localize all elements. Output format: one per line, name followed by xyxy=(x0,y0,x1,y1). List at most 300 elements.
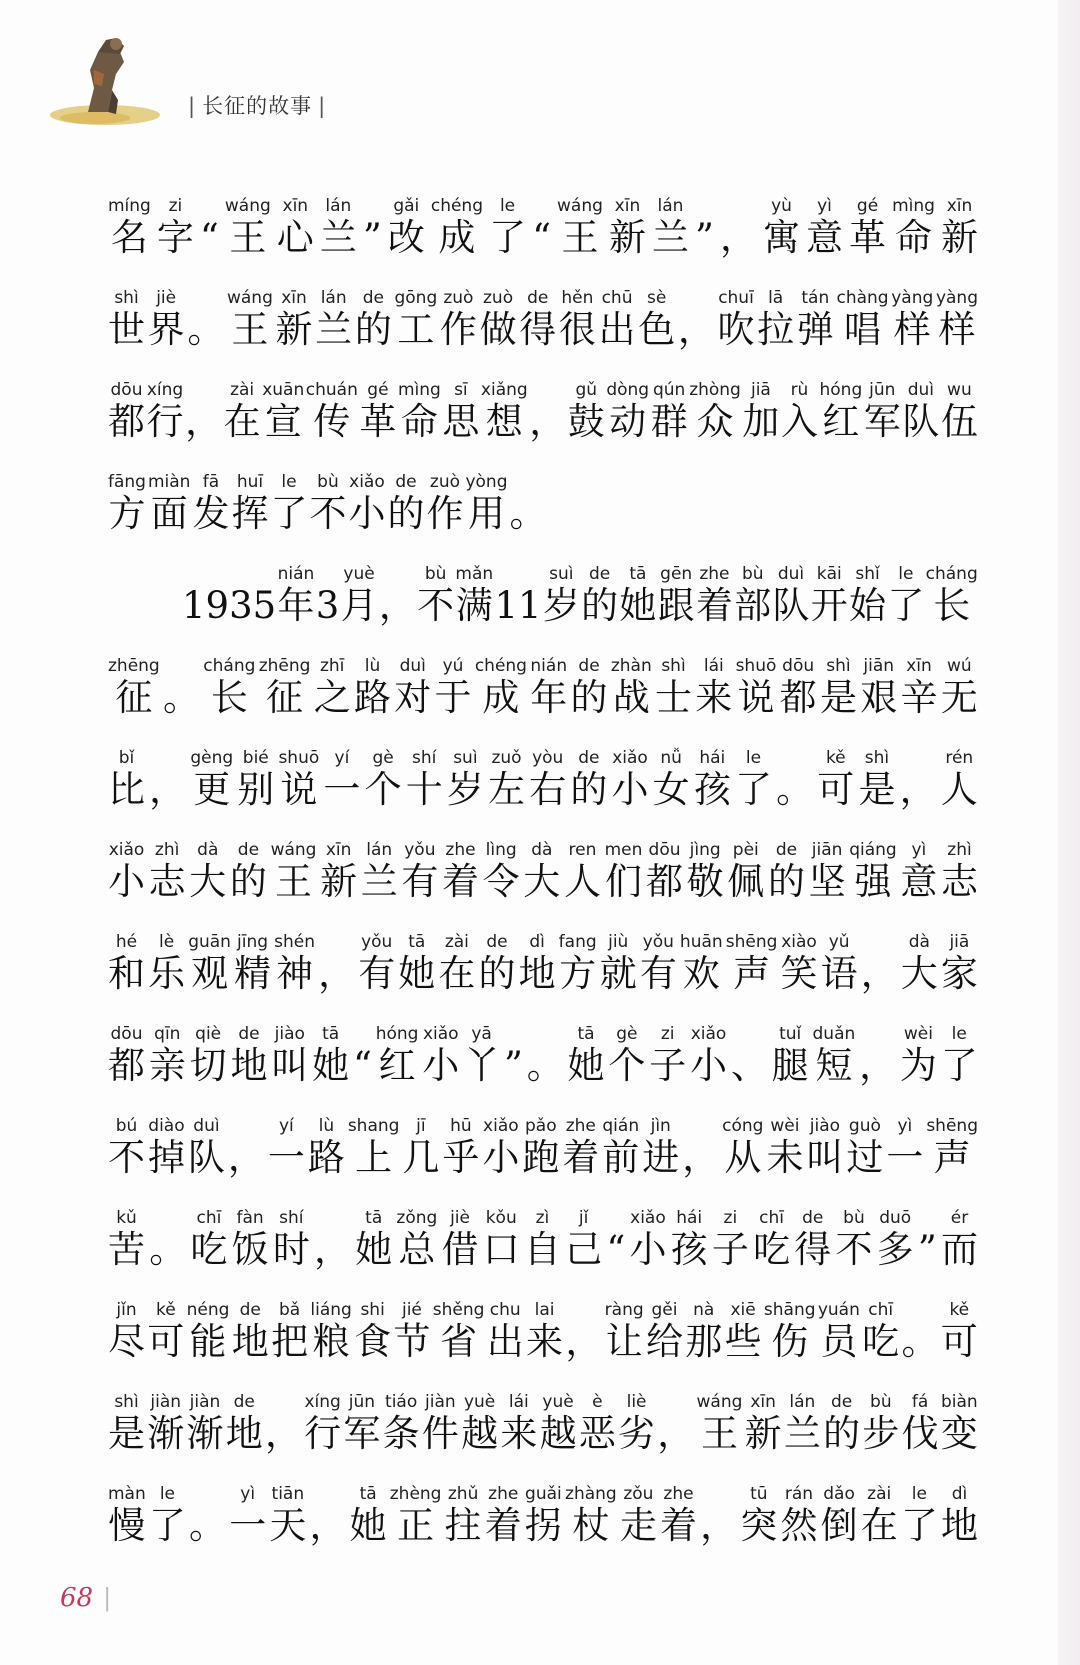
hanzi-character: 大 xyxy=(523,860,561,903)
hanzi-character: 做 xyxy=(479,308,517,351)
hanzi-character: 不 xyxy=(417,584,455,627)
hanzi-character: 前 xyxy=(602,1136,640,1179)
pinyin-annotation: wú xyxy=(946,656,972,676)
pinyin-annotation: qián xyxy=(602,1116,640,1136)
ruby-character xyxy=(523,840,560,904)
pinyin-annotation: zhe xyxy=(445,840,476,860)
ruby-character xyxy=(525,1484,562,1548)
ruby-character xyxy=(314,656,351,720)
pinyin-annotation: chuī xyxy=(718,288,754,308)
punctuation xyxy=(700,1484,737,1548)
hanzi-character: 地 xyxy=(518,952,556,995)
hanzi-character: ， xyxy=(859,1044,897,1087)
hanzi-character: 面 xyxy=(150,492,188,535)
ruby-character xyxy=(891,288,933,352)
ruby-character xyxy=(465,472,507,536)
pinyin-annotation: yì xyxy=(911,840,927,860)
hanzi-character: 寓 xyxy=(762,216,800,259)
pinyin-annotation: chī xyxy=(868,1300,894,1320)
pinyin-annotation: qiáng xyxy=(849,840,897,860)
pinyin-annotation: zuò xyxy=(483,288,514,308)
ruby-character xyxy=(148,1116,185,1180)
text-line xyxy=(108,1364,978,1456)
pinyin-annotation: chéng xyxy=(474,656,527,676)
ruby-character xyxy=(941,380,978,444)
ruby-character xyxy=(232,1208,269,1272)
ruby-character xyxy=(823,1392,860,1456)
ruby-character xyxy=(861,1484,898,1548)
ruby-character xyxy=(489,196,526,260)
hanzi-character: 慢 xyxy=(108,1504,146,1547)
pinyin-annotation: shěng xyxy=(432,1300,485,1320)
hanzi-character: 的 xyxy=(823,1412,861,1455)
hanzi-character: 着 xyxy=(442,860,480,903)
punctuation xyxy=(859,1024,896,1088)
pinyin-annotation: gǎi xyxy=(393,196,420,216)
ruby-character xyxy=(522,1116,559,1180)
header-divider-right: | xyxy=(318,94,327,118)
pinyin-annotation: zǒng xyxy=(396,1208,438,1228)
punctuation xyxy=(185,380,222,444)
hanzi-character: 行 xyxy=(304,1412,342,1455)
ruby-character xyxy=(887,564,924,628)
hanzi-character: 新 xyxy=(275,308,313,351)
punctuation xyxy=(187,288,224,352)
punctuation xyxy=(182,564,276,628)
pinyin-annotation: yù xyxy=(771,196,792,216)
ruby-character xyxy=(941,748,978,812)
hanzi-character: 新 xyxy=(608,216,646,259)
punctuation xyxy=(509,472,546,536)
hanzi-character: 员 xyxy=(820,1320,858,1363)
punctuation xyxy=(682,1116,719,1180)
hanzi-character: ， xyxy=(149,768,187,811)
ruby-character xyxy=(483,1208,520,1272)
pinyin-annotation: hé xyxy=(115,932,138,952)
pinyin-annotation: cóng xyxy=(722,1116,764,1136)
pinyin-annotation: duì xyxy=(399,656,426,676)
hanzi-character: 声 xyxy=(933,1136,971,1179)
hanzi-character: ， xyxy=(565,1320,603,1363)
hanzi-character: 。 xyxy=(163,676,201,719)
hanzi-character: 口 xyxy=(482,1228,520,1271)
ruby-character xyxy=(483,840,520,904)
ruby-character xyxy=(190,748,233,812)
ruby-character xyxy=(440,288,477,352)
hanzi-character: ， xyxy=(314,1228,352,1271)
hanzi-character: 征 xyxy=(115,676,153,719)
hanzi-character: 唱 xyxy=(844,308,882,351)
pinyin-annotation: ren xyxy=(568,840,597,860)
hanzi-character: 己 xyxy=(565,1228,603,1271)
ruby-character xyxy=(579,1392,616,1456)
text-line xyxy=(108,260,978,352)
pinyin-annotation: zhàng xyxy=(565,1484,617,1504)
pinyin-annotation: gèng xyxy=(190,748,234,768)
ruby-character xyxy=(268,1116,305,1180)
hanzi-character: 动 xyxy=(609,400,647,443)
hanzi-character: 成 xyxy=(482,676,520,719)
pinyin-annotation: yòu xyxy=(532,748,564,768)
pinyin-annotation: kě xyxy=(949,1300,970,1320)
pinyin-annotation: néng xyxy=(186,1300,230,1320)
soldier-illustration-icon xyxy=(50,30,170,130)
pinyin-annotation: wèi xyxy=(903,1024,933,1044)
hanzi-character: 精 xyxy=(234,952,272,995)
ruby-character xyxy=(278,748,319,812)
ruby-character xyxy=(478,932,515,996)
hanzi-character: 亲 xyxy=(148,1044,186,1087)
ruby-character xyxy=(447,748,484,812)
hanzi-character: 年 xyxy=(530,676,568,719)
ruby-character xyxy=(231,472,268,536)
pinyin-annotation: lai xyxy=(534,1300,555,1320)
hanzi-character: 借 xyxy=(441,1228,479,1271)
pinyin-annotation: hái xyxy=(699,748,726,768)
ruby-character xyxy=(500,1392,537,1456)
ruby-character xyxy=(806,1116,843,1180)
hanzi-character: 她 xyxy=(398,952,436,995)
ruby-character xyxy=(862,1392,899,1456)
ruby-character xyxy=(355,1208,392,1272)
hanzi-character: 令 xyxy=(482,860,520,903)
pinyin-annotation: shēng xyxy=(725,932,778,952)
hanzi-character: 兰 xyxy=(319,216,357,259)
pinyin-annotation: rén xyxy=(945,748,974,768)
pinyin-annotation: shāng xyxy=(763,1300,816,1320)
ruby-character xyxy=(864,380,901,444)
hanzi-character: ， xyxy=(378,584,416,627)
hanzi-character: 尽 xyxy=(108,1320,145,1363)
hanzi-character: 来 xyxy=(526,1320,564,1363)
punctuation xyxy=(776,748,813,812)
pinyin-annotation: xīn xyxy=(946,196,973,216)
page-number: 68 xyxy=(60,1583,94,1613)
ruby-character xyxy=(685,1300,722,1364)
punctuation xyxy=(529,380,566,444)
hanzi-character: 于 xyxy=(434,676,472,719)
hanzi-character: 开 xyxy=(810,584,848,627)
pinyin-annotation: yì xyxy=(817,196,832,216)
pinyin-annotation: zi xyxy=(660,1024,675,1044)
hanzi-character: 11 xyxy=(494,584,542,627)
pinyin-annotation: gè xyxy=(616,1024,638,1044)
pinyin-annotation: shén xyxy=(274,932,316,952)
punctuation xyxy=(363,196,382,260)
hanzi-character: 家 xyxy=(940,952,978,995)
hanzi-character: 走 xyxy=(619,1504,657,1547)
hanzi-character: 工 xyxy=(397,308,435,351)
ruby-character xyxy=(559,932,597,996)
hanzi-character: 队 xyxy=(772,584,810,627)
punctuation xyxy=(731,1024,768,1088)
pinyin-annotation: jiào xyxy=(809,1116,841,1136)
ruby-character xyxy=(157,196,194,260)
ruby-character xyxy=(680,932,723,996)
pinyin-annotation: fang xyxy=(558,932,597,952)
pinyin-annotation: zi xyxy=(168,196,183,216)
pinyin-annotation: nà xyxy=(693,1300,715,1320)
hanzi-character: 都 xyxy=(108,1044,145,1087)
pinyin-annotation: de xyxy=(578,748,600,768)
hanzi-character: 月 xyxy=(340,584,378,627)
pinyin-annotation: shí xyxy=(412,748,437,768)
hanzi-character: 几 xyxy=(402,1136,440,1179)
pinyin-annotation: hóng xyxy=(375,1024,419,1044)
pinyin-annotation: yì xyxy=(897,1116,913,1136)
pinyin-annotation: fāng xyxy=(108,472,146,492)
hanzi-character: 粮 xyxy=(312,1320,350,1363)
ruby-character xyxy=(671,1208,708,1272)
pinyin-annotation: lù xyxy=(364,656,381,676)
hanzi-character: 进 xyxy=(642,1136,680,1179)
ruby-character xyxy=(849,196,886,260)
hanzi-character: 很 xyxy=(558,308,596,351)
hanzi-character: 声 xyxy=(733,952,771,995)
hanzi-character: 从 xyxy=(724,1136,762,1179)
ruby-character xyxy=(393,1300,430,1364)
pinyin-annotation: dǎo xyxy=(823,1484,855,1504)
pinyin-annotation: nián xyxy=(277,564,315,584)
pinyin-annotation: huī xyxy=(236,472,264,492)
ruby-character xyxy=(543,564,580,628)
page-edge-shadow xyxy=(1058,0,1080,1665)
ruby-character xyxy=(540,1392,577,1456)
hanzi-character: 右 xyxy=(529,768,567,811)
pinyin-annotation: kě xyxy=(155,1300,176,1320)
ruby-character xyxy=(108,1024,145,1088)
punctuation xyxy=(314,1208,351,1272)
pinyin-annotation: suì xyxy=(549,564,574,584)
punctuation xyxy=(918,1208,937,1272)
pinyin-annotation: xīn xyxy=(281,288,307,308)
ruby-character xyxy=(320,840,357,904)
hanzi-character: 了 xyxy=(489,216,527,259)
ruby-character xyxy=(455,564,493,628)
hanzi-character: 路 xyxy=(307,1136,345,1179)
ruby-character xyxy=(860,656,897,720)
ruby-character xyxy=(655,656,692,720)
pinyin-annotation: zhēng xyxy=(108,656,160,676)
ruby-character xyxy=(230,1024,267,1088)
hanzi-character: 作 xyxy=(439,308,477,351)
ruby-character xyxy=(229,1484,266,1548)
pinyin-annotation: shì xyxy=(661,656,686,676)
header-title-group xyxy=(182,90,332,120)
hanzi-character: 突 xyxy=(740,1504,778,1547)
pinyin-annotation: zhì xyxy=(154,840,180,860)
pinyin-annotation: pǎo xyxy=(525,1116,557,1136)
ruby-character xyxy=(343,1392,380,1456)
ruby-character xyxy=(658,564,695,628)
ruby-character xyxy=(482,1116,519,1180)
hanzi-character: 。 xyxy=(901,1320,939,1363)
ruby-character xyxy=(722,1116,763,1180)
hanzi-character: ， xyxy=(227,1136,265,1179)
hanzi-character: 些 xyxy=(724,1320,762,1363)
hanzi-character: 吃 xyxy=(862,1320,900,1363)
hanzi-character: 吹 xyxy=(717,308,755,351)
hanzi-character: 得 xyxy=(519,308,557,351)
ruby-character xyxy=(695,656,732,720)
pinyin-annotation: de xyxy=(233,1392,255,1412)
text-line xyxy=(108,1456,978,1548)
ruby-character xyxy=(618,1392,655,1456)
hanzi-character: ” xyxy=(917,1228,937,1271)
hanzi-character: 字 xyxy=(156,216,194,259)
ruby-character xyxy=(646,840,683,904)
ruby-character xyxy=(941,840,978,904)
hanzi-character: 不 xyxy=(309,492,347,535)
hanzi-character: 杖 xyxy=(572,1504,610,1547)
ruby-character xyxy=(481,380,528,444)
pinyin-annotation: chī xyxy=(759,1208,784,1228)
pinyin-annotation: tā xyxy=(408,932,426,952)
pinyin-annotation: xuān xyxy=(262,380,305,400)
ruby-character xyxy=(398,932,435,996)
pinyin-annotation: de xyxy=(395,472,417,492)
text-line xyxy=(108,720,978,812)
ruby-character xyxy=(271,1300,308,1364)
ruby-character xyxy=(619,564,656,628)
pinyin-annotation: de xyxy=(238,1024,260,1044)
ruby-character xyxy=(846,1116,883,1180)
hanzi-character: 。 xyxy=(526,1044,564,1087)
punctuation xyxy=(901,1300,938,1364)
pinyin-annotation: wáng xyxy=(270,840,317,860)
hanzi-character: 让 xyxy=(605,1320,643,1363)
pinyin-annotation: wèi xyxy=(770,1116,800,1136)
ruby-character xyxy=(836,288,888,352)
hanzi-character: 出 xyxy=(486,1320,524,1363)
hanzi-character: 方 xyxy=(559,952,597,995)
hanzi-character: 腿 xyxy=(771,1044,809,1087)
hanzi-character: 。 xyxy=(509,492,547,535)
story-body xyxy=(108,168,978,1548)
hanzi-character: 地 xyxy=(941,1504,978,1547)
pinyin-annotation: zhe xyxy=(663,1484,694,1504)
hanzi-character: 王 xyxy=(275,860,312,903)
pinyin-annotation: yí xyxy=(334,748,350,768)
hanzi-character: 成 xyxy=(438,216,476,259)
pinyin-annotation: nián xyxy=(530,656,568,676)
hanzi-character: 比 xyxy=(108,768,145,811)
ruby-character xyxy=(488,748,525,812)
ruby-character xyxy=(277,196,314,260)
hanzi-character: 在 xyxy=(223,400,261,443)
hanzi-character: 小 xyxy=(108,860,145,903)
ruby-character xyxy=(230,840,267,904)
punctuation xyxy=(353,1024,372,1088)
hanzi-character: 了 xyxy=(734,768,772,811)
ruby-character xyxy=(725,1300,762,1364)
pinyin-annotation: jiàn xyxy=(425,1392,456,1412)
ruby-character xyxy=(936,288,978,352)
pinyin-annotation: zi xyxy=(723,1208,738,1228)
pinyin-annotation: xiào xyxy=(781,932,817,952)
ruby-character xyxy=(687,840,724,904)
text-line xyxy=(108,1272,978,1364)
hanzi-character: 乎 xyxy=(442,1136,480,1179)
pinyin-annotation: chū xyxy=(601,288,633,308)
hanzi-character: 变 xyxy=(940,1412,978,1455)
hanzi-character: 都 xyxy=(108,400,145,443)
hanzi-character: 上 xyxy=(355,1136,393,1179)
ruby-character xyxy=(605,840,643,904)
pinyin-annotation: kǒu xyxy=(485,1208,517,1228)
ruby-character xyxy=(108,196,151,260)
ruby-character xyxy=(557,196,603,260)
hanzi-character: 切 xyxy=(189,1044,227,1087)
pinyin-annotation: wáng xyxy=(557,196,603,216)
pinyin-annotation: lè xyxy=(159,932,175,952)
pinyin-annotation: le xyxy=(898,564,914,584)
hanzi-character: 多 xyxy=(876,1228,914,1271)
punctuation xyxy=(309,1484,346,1548)
pinyin-annotation: gōng xyxy=(394,288,438,308)
hanzi-character: 意 xyxy=(806,216,844,259)
pinyin-annotation: shì xyxy=(114,288,139,308)
hanzi-character: 军 xyxy=(863,400,901,443)
hanzi-character: 说 xyxy=(737,676,775,719)
pinyin-annotation: gēn xyxy=(660,564,693,584)
hanzi-character: 心 xyxy=(276,216,314,259)
ruby-character xyxy=(376,1024,419,1088)
hanzi-character: ， xyxy=(899,768,937,811)
hanzi-character: 子 xyxy=(649,1044,687,1087)
ruby-character xyxy=(306,380,358,444)
punctuation xyxy=(532,196,551,260)
hanzi-character: 意 xyxy=(900,860,938,903)
hanzi-character: 。 xyxy=(189,1504,227,1547)
hanzi-character: 的 xyxy=(570,768,608,811)
page-footer xyxy=(60,1583,111,1613)
ruby-character xyxy=(398,380,441,444)
pinyin-annotation: le xyxy=(281,472,297,492)
hanzi-character: 志 xyxy=(148,860,186,903)
hanzi-character: 入 xyxy=(780,400,818,443)
ruby-character xyxy=(190,1208,227,1272)
hanzi-character: 可 xyxy=(817,768,855,811)
hanzi-character: 传 xyxy=(313,400,351,443)
hanzi-character: ， xyxy=(700,1504,738,1547)
pinyin-annotation: de xyxy=(830,1392,853,1412)
pinyin-annotation: tuǐ xyxy=(779,1024,802,1044)
hanzi-character: 队 xyxy=(187,1136,225,1179)
pinyin-annotation: lìng xyxy=(485,840,517,860)
hanzi-character: 食 xyxy=(354,1320,392,1363)
pinyin-annotation: rán xyxy=(784,1484,814,1504)
pinyin-annotation: jiàn xyxy=(189,1392,221,1412)
pinyin-annotation: men xyxy=(604,840,643,860)
pinyin-annotation: gè xyxy=(372,748,394,768)
ruby-character xyxy=(323,748,360,812)
ruby-character xyxy=(426,472,463,536)
hanzi-character: 王 xyxy=(229,216,267,259)
pinyin-annotation: xiǎo xyxy=(108,840,145,860)
ruby-character xyxy=(442,840,479,904)
hanzi-character: ， xyxy=(264,1412,302,1455)
pinyin-annotation: tū xyxy=(750,1484,768,1504)
ruby-character xyxy=(277,564,314,628)
hanzi-character: 对 xyxy=(394,676,432,719)
ruby-character xyxy=(262,380,304,444)
pinyin-annotation: wáng xyxy=(696,1392,743,1412)
ruby-character xyxy=(308,1116,345,1180)
hanzi-character: 饭 xyxy=(231,1228,269,1271)
hanzi-character: 1935 xyxy=(182,584,277,627)
ruby-character xyxy=(609,196,646,260)
